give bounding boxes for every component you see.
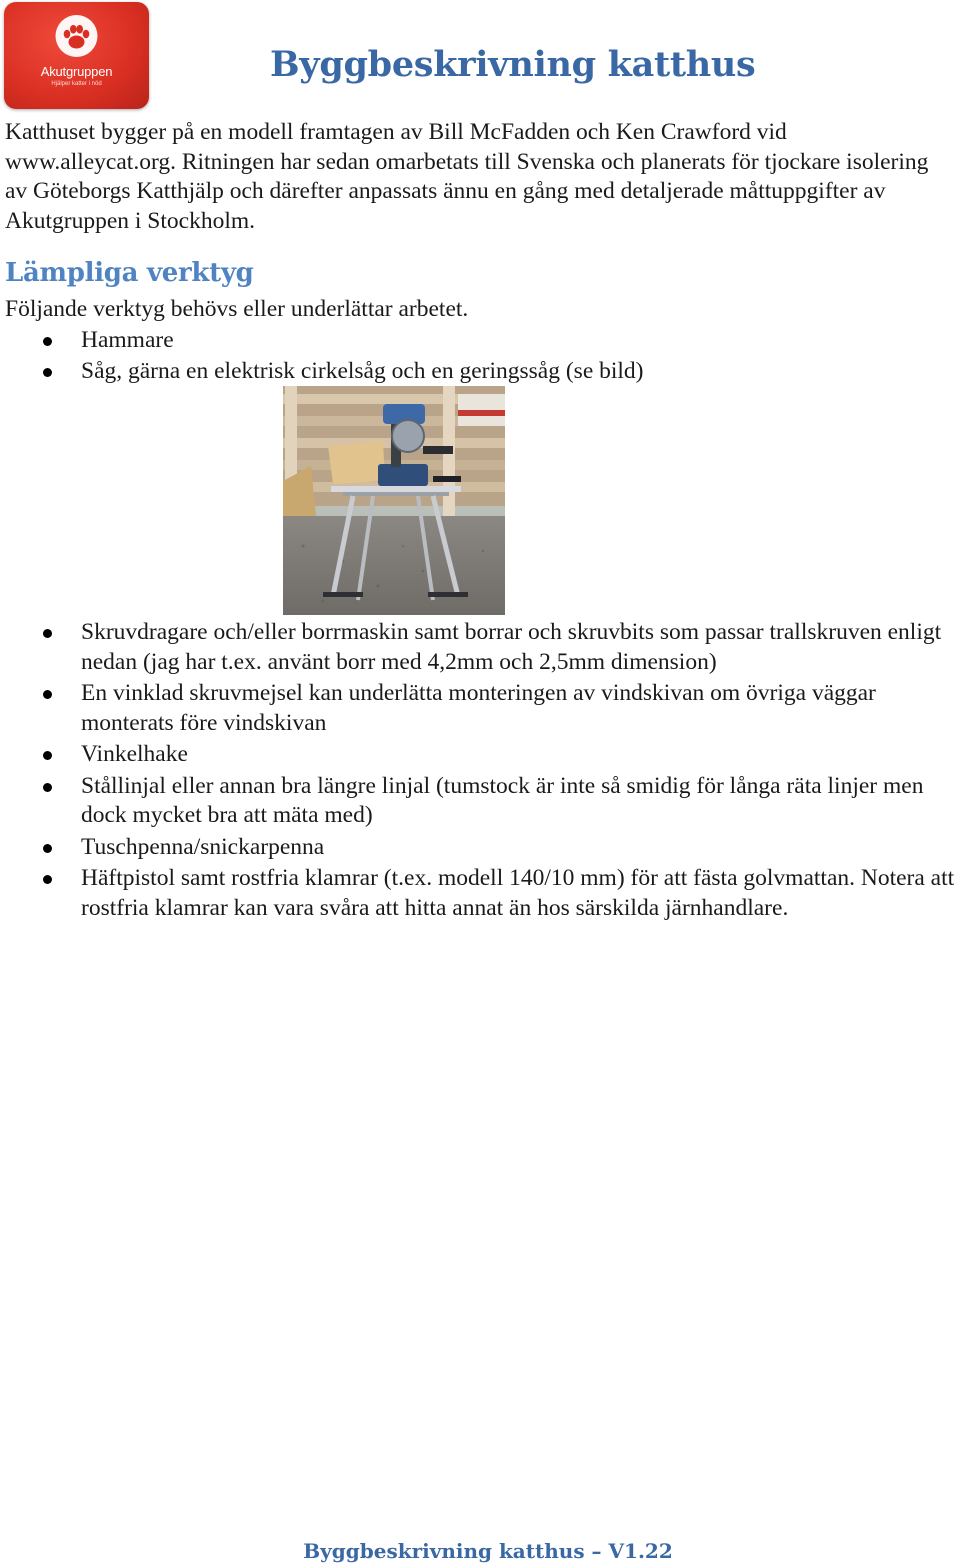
list-item-text: Häftpistol samt rostfria klamrar (t.ex. modell 140/10 mm) för att fästa golvmattan. Notera att rostfria klamrar kan vara svåra att hitta annat än hos särskilda järnhandlare. xyxy=(81,865,955,921)
bullet-icon xyxy=(43,690,52,699)
list-item-text: Skruvdragare och/eller borrmaskin samt borrar och skruvbits som passar trallskruven enligt nedan (jag har t.ex. använt borr med 4,2mm och 2,5mm dimension) xyxy=(81,619,942,675)
list-item xyxy=(0,740,960,770)
list-item xyxy=(0,326,960,356)
akutgruppen-logo xyxy=(4,2,149,109)
miter-saw-photo xyxy=(283,386,505,615)
list-item-text: Hammare xyxy=(81,327,174,353)
list-item-text: Stållinjal eller annan bra längre linjal (tumstock är inte så smidig för långa räta linjer men dock mycket bra att mäta med) xyxy=(81,772,924,829)
list-item xyxy=(0,833,960,863)
logo-tagline: Hjälper katter i nöd xyxy=(51,81,102,87)
bullet-icon xyxy=(43,629,52,638)
document-title: Byggbeskrivning katthus xyxy=(270,44,756,85)
page-footer: Byggbeskrivning katthus – V1.22 xyxy=(303,1539,673,1563)
bullet-icon xyxy=(43,783,52,792)
logo-name: Akutgruppen xyxy=(40,64,113,79)
bullet-icon xyxy=(43,844,52,853)
list-item xyxy=(0,357,960,387)
section-heading: Lämpliga verktyg xyxy=(5,258,254,288)
list-item xyxy=(0,772,960,831)
section-intro: Följande verktyg behövs eller underlättar arbetet. xyxy=(5,296,469,322)
list-item-text: En vinklad skruvmejsel kan underlätta monteringen av vindskivan om övriga väggar monterats före vindskivan xyxy=(81,680,876,736)
paw-icon xyxy=(4,2,149,109)
list-item-text: Såg, gärna en elektrisk cirkelsåg och en geringssåg (se bild) xyxy=(81,358,644,385)
list-item xyxy=(0,864,960,923)
list-item xyxy=(0,679,960,738)
bullet-icon xyxy=(43,337,52,346)
intro-paragraph: Katthuset bygger på en modell framtagen av Bill McFadden och Ken Crawford vid www.alleycat.org. Ritningen har sedan omarbetats till Svenska och planerats för tjockare isolering av Göteborgs Katthjälp och därefter anpassats ännu en gång med detaljerade måttuppgifter av Akutgruppen i Stockholm. xyxy=(5,119,929,235)
tools-list-after-image xyxy=(0,618,960,925)
bullet-icon xyxy=(43,751,52,760)
list-item-text: Vinkelhake xyxy=(81,741,188,768)
bullet-icon xyxy=(43,368,52,377)
list-item xyxy=(0,618,960,677)
bullet-icon xyxy=(43,875,52,884)
list-item-text: Tuschpenna/snickarpenna xyxy=(81,833,325,860)
tools-list-before-image xyxy=(0,326,960,389)
